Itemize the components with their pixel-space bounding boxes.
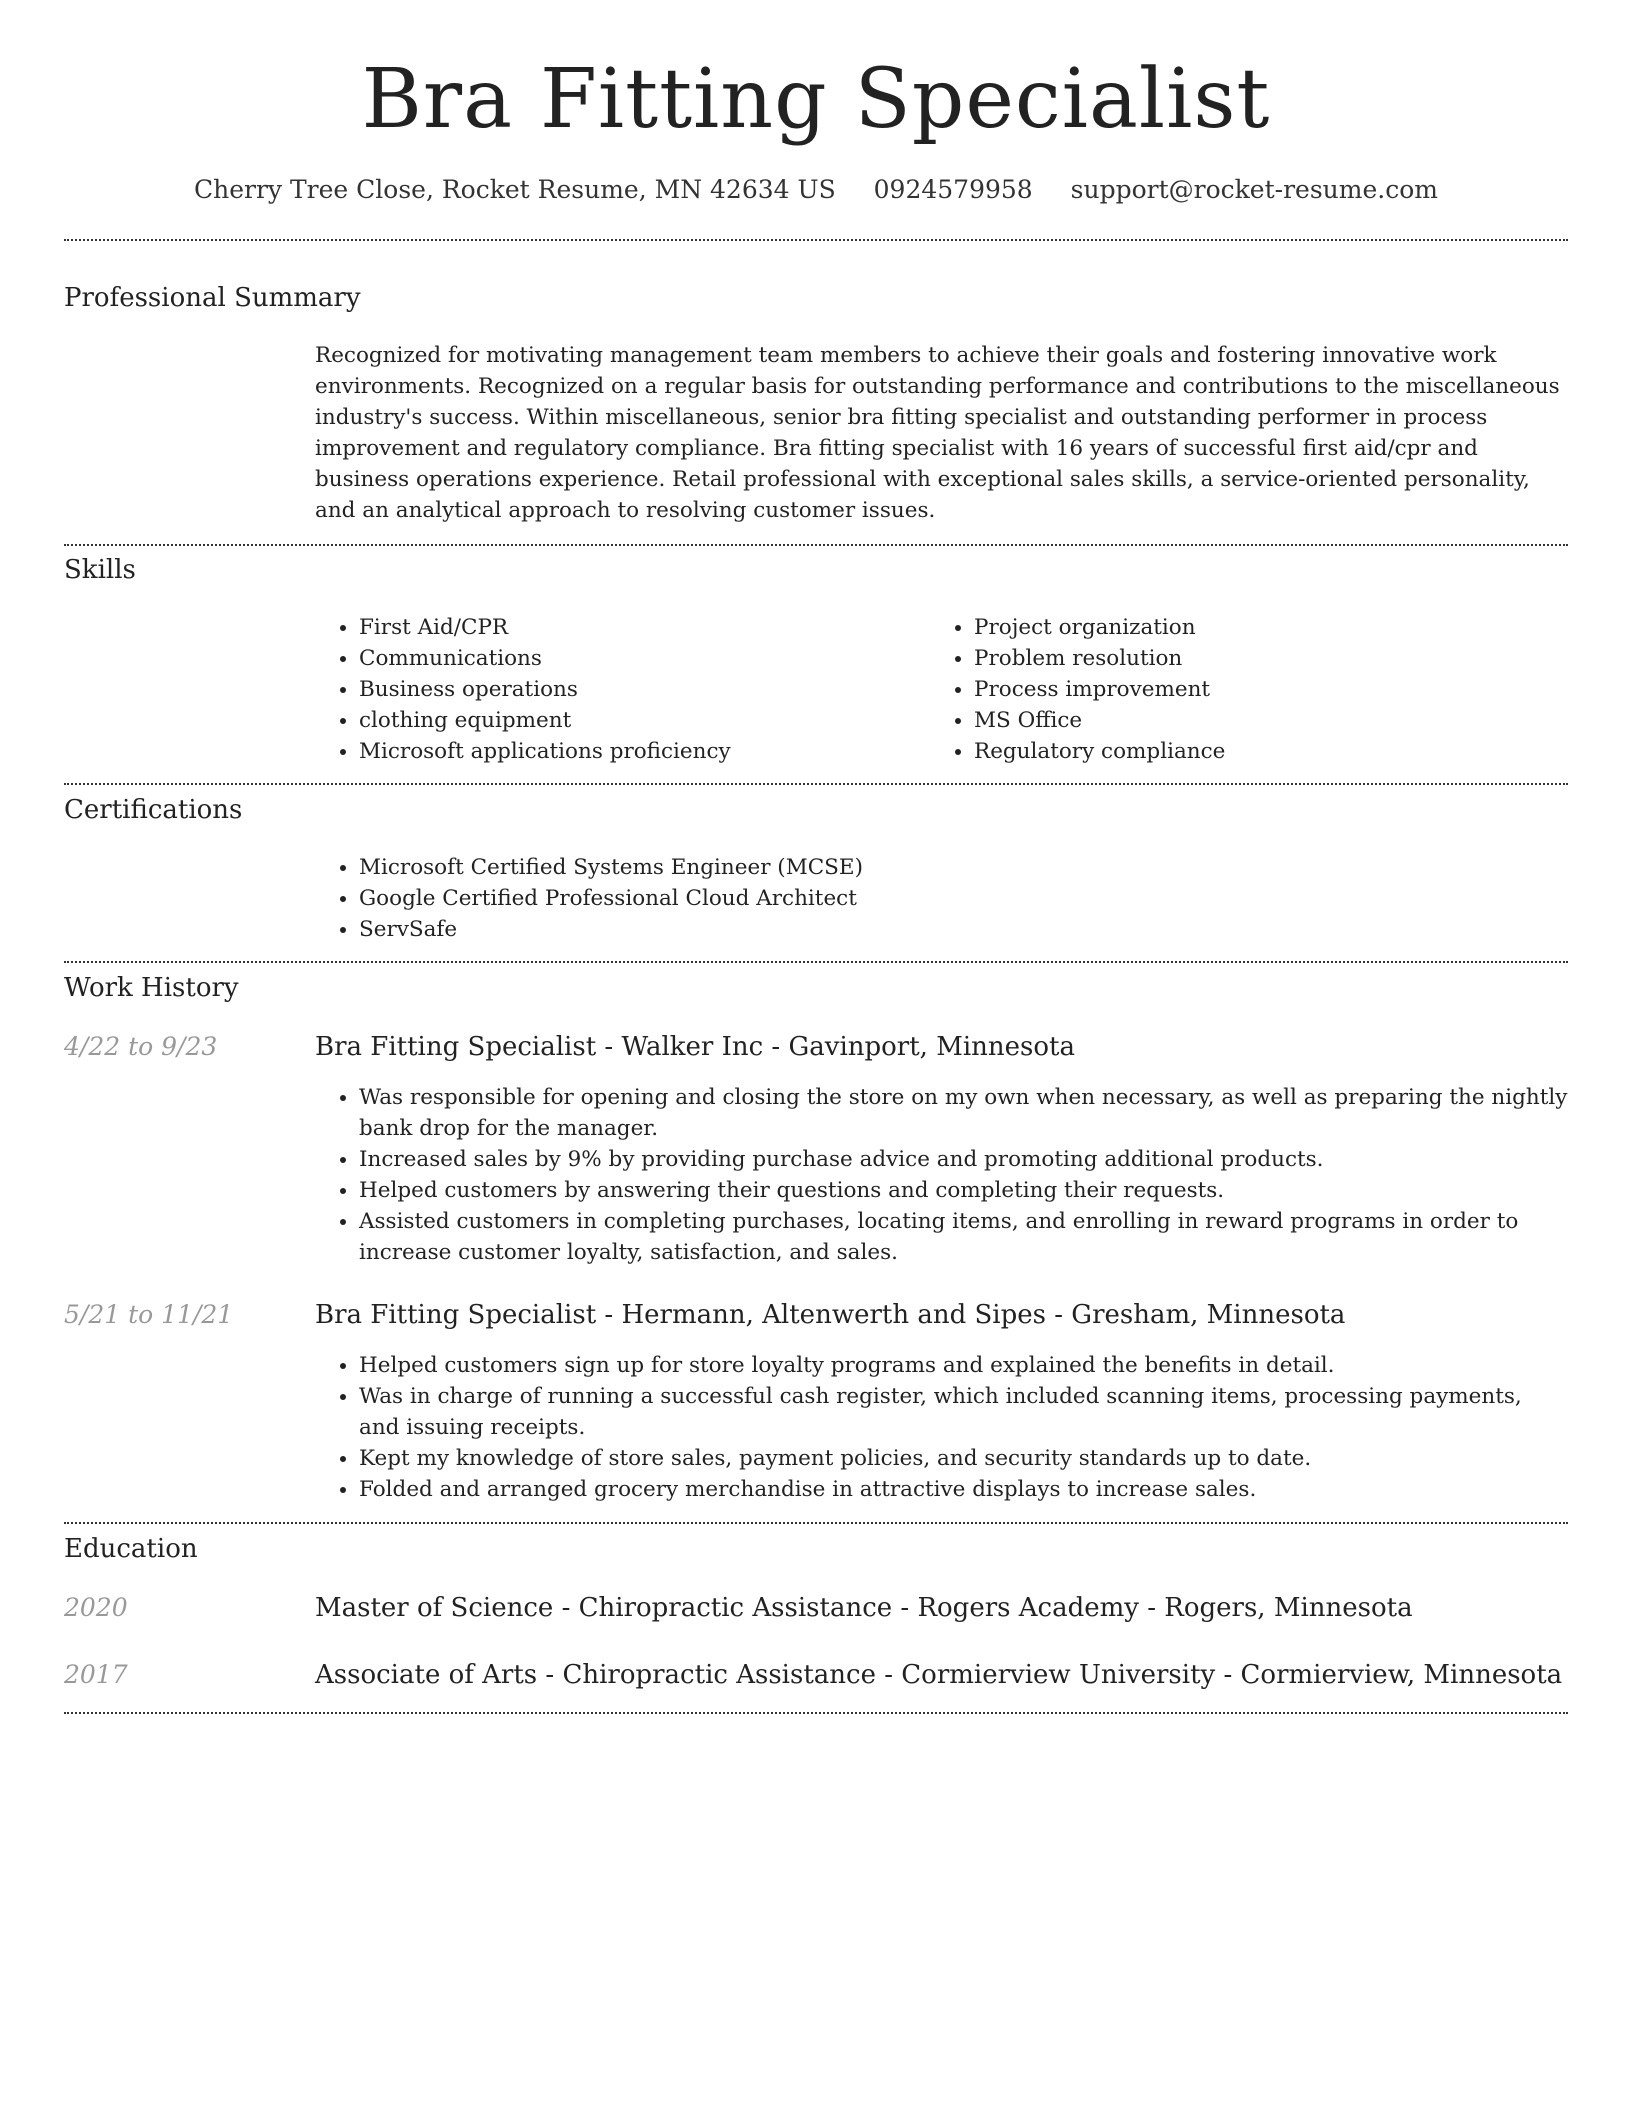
list-item: • Business operations	[359, 674, 915, 705]
list-item: • Assisted customers in completing purchases, locating items, and enrolling in reward programs in order to increase customer loyalty, satisfaction, and sales.	[359, 1206, 1568, 1268]
summary-text: Recognized for motivating management team members to achieve their goals and fostering innovative work environments. Recognized on a regular basis for outstanding performance and contributions to the miscellaneous industry's success. Within miscellaneous, senior bra fitting specialist and outstanding performer in process improvement and regulatory compliance. Bra fitting specialist with 16 years of successful first aid/cpr and business operations experience. Retail professional with exceptional sales skills, a service-oriented personality, and an analytical approach to resolving customer issues.	[315, 343, 1560, 523]
divider	[64, 1712, 1568, 1714]
education-degree: Master of Science - Chiropractic Assistance - Rogers Academy - Rogers, Minnesota	[315, 1593, 1413, 1623]
list-item: • First Aid/CPR	[359, 612, 915, 643]
education-year: 2020	[64, 1593, 128, 1622]
job-bullets	[315, 1350, 1568, 1505]
skills-list-left	[315, 612, 915, 767]
list-item: • clothing equipment	[359, 705, 915, 736]
job-dates: 4/22 to 9/23	[64, 1032, 218, 1061]
divider	[64, 783, 1568, 785]
list-item: • Communications	[359, 643, 915, 674]
section-title-summary: Professional Summary	[64, 283, 361, 313]
list-item: • Kept my knowledge of store sales, payment policies, and security standards up to date.	[359, 1443, 1568, 1474]
list-item: • MS Office	[974, 705, 1530, 736]
divider	[64, 1522, 1568, 1524]
section-title-education: Education	[64, 1534, 198, 1564]
list-item: • Microsoft applications proficiency	[359, 736, 915, 767]
list-item: • Was responsible for opening and closing the store on my own when necessary, as well as preparing the nightly bank drop for the manager.	[359, 1082, 1568, 1144]
education-year: 2017	[64, 1660, 128, 1689]
job-heading: Bra Fitting Specialist - Walker Inc - Gavinport, Minnesota	[315, 1032, 1075, 1062]
divider	[64, 961, 1568, 963]
list-item: • ServSafe	[359, 914, 1568, 945]
list-item: • Was in charge of running a successful cash register, which included scanning items, processing payments, and issuing receipts.	[359, 1381, 1568, 1443]
divider	[64, 239, 1568, 241]
list-item: • Helped customers by answering their questions and completing their requests.	[359, 1175, 1568, 1206]
contact-email: support@rocket-resume.com	[1070, 175, 1438, 204]
skills-list-right	[930, 612, 1530, 767]
job-heading: Bra Fitting Specialist - Hermann, Altenwerth and Sipes - Gresham, Minnesota	[315, 1300, 1346, 1330]
list-item: • Project organization	[974, 612, 1530, 643]
education-degree: Associate of Arts - Chiropractic Assistance - Cormierview University - Cormierview, Minnesota	[315, 1660, 1563, 1690]
list-item: • Process improvement	[974, 674, 1530, 705]
list-item: • Google Certified Professional Cloud Architect	[359, 883, 1568, 914]
list-item: • Regulatory compliance	[974, 736, 1530, 767]
contact-phone: 0924579958	[873, 175, 1033, 204]
list-item: • Helped customers sign up for store loyalty programs and explained the benefits in detail.	[359, 1350, 1568, 1381]
section-title-skills: Skills	[64, 555, 136, 585]
section-title-work-history: Work History	[64, 973, 239, 1003]
divider	[64, 544, 1568, 546]
certifications-list	[315, 852, 1568, 945]
candidate-name: Bra Fitting Specialist	[361, 52, 1271, 147]
list-item: • Problem resolution	[974, 643, 1530, 674]
contact-address: Cherry Tree Close, Rocket Resume, MN 42634 US	[194, 175, 836, 204]
job-dates: 5/21 to 11/21	[64, 1300, 234, 1329]
list-item: • Increased sales by 9% by providing purchase advice and promoting additional products.	[359, 1144, 1568, 1175]
list-item: • Microsoft Certified Systems Engineer (MCSE)	[359, 852, 1568, 883]
section-title-certifications: Certifications	[64, 795, 243, 825]
contact-line	[64, 170, 1568, 210]
list-item: • Folded and arranged grocery merchandise in attractive displays to increase sales.	[359, 1474, 1568, 1505]
job-bullets	[315, 1082, 1568, 1268]
